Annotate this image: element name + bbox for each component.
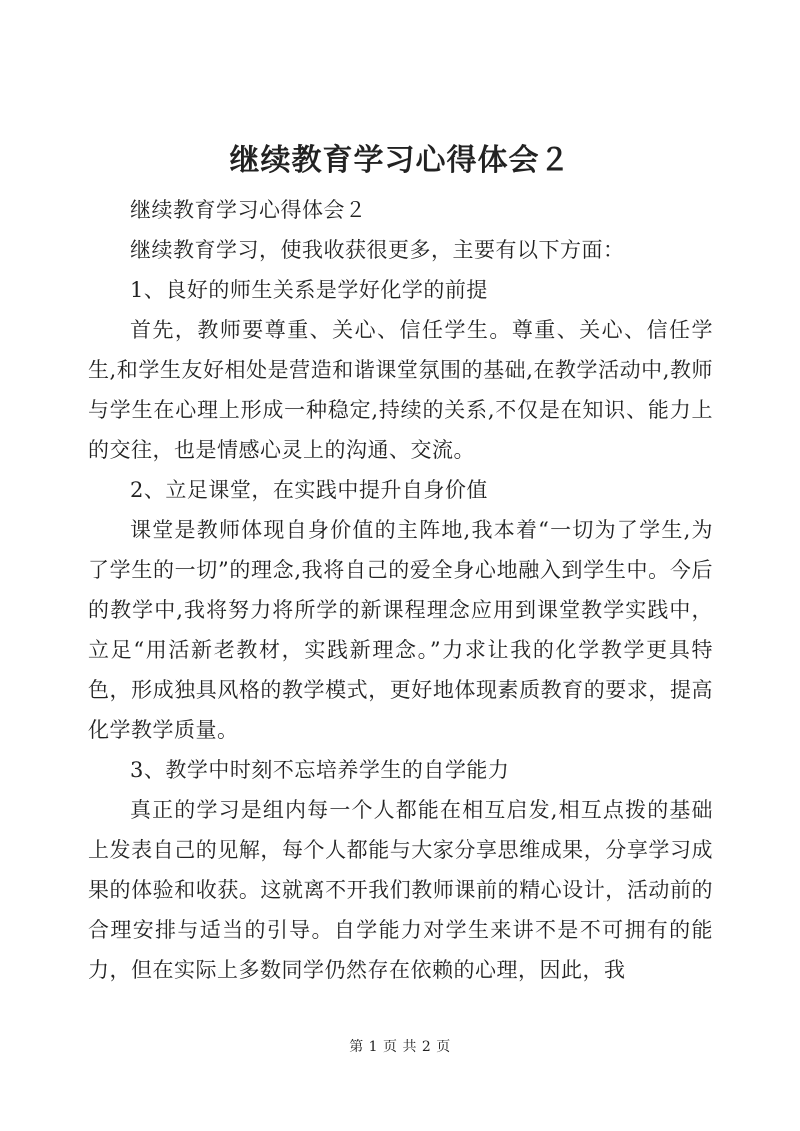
paragraph-intro: 继续教育学习，使我收获很更多，主要有以下方面： bbox=[130, 238, 625, 262]
section-heading-1: 1、良好的师生关系是学好化学的前提 bbox=[130, 278, 488, 302]
paragraph-subtitle: 继续教育学习心得体会２ bbox=[130, 198, 367, 222]
document-title: 继续教育学习心得体会２ bbox=[229, 143, 571, 178]
page-footer: 第 1 页 共 2 页 bbox=[349, 1039, 451, 1055]
paragraph-section-2: 课堂是教师体现自身价值的主阵地,我本着“一切为了学生,为了学生的一切”的理念,我将自己的爱全身心地融入到学生中。今后的教学中,我将努力将所学的新课程理念应用到课堂教学实践中，立足“用活新老教材，实践新理念。”力求让我的化学教学更具特色，形成独具风格的教学模式，更好地体现素质教育的要求，提高化学教学质量。 bbox=[88, 518, 713, 742]
section-heading-2: 2、立足课堂，在实践中提升自身价值 bbox=[130, 478, 488, 502]
section-heading-3: 3、教学中时刻不忘培养学生的自学能力 bbox=[130, 758, 510, 782]
paragraph-section-3: 真正的学习是组内每一个人都能在相互启发,相互点拨的基础上发表自己的见解，每个人都能与大家分享思维成果，分享学习成果的体验和收获。这就离不开我们教师课前的精心设计，活动前的合理安排与适当的引导。自学能力对学生来讲不是不可拥有的能力，但在实际上多数同学仍然存在依赖的心理，因此，我 bbox=[88, 798, 713, 982]
paragraph-section-1: 首先，教师要尊重、关心、信任学生。尊重、关心、信任学生,和学生友好相处是营造和谐课堂氛围的基础,在教学活动中,教师与学生在心理上形成一种稳定,持续的关系,不仅是在知识、能力上的交往，也是情感心灵上的沟通、交流。 bbox=[88, 318, 713, 462]
document-body bbox=[88, 190, 713, 990]
